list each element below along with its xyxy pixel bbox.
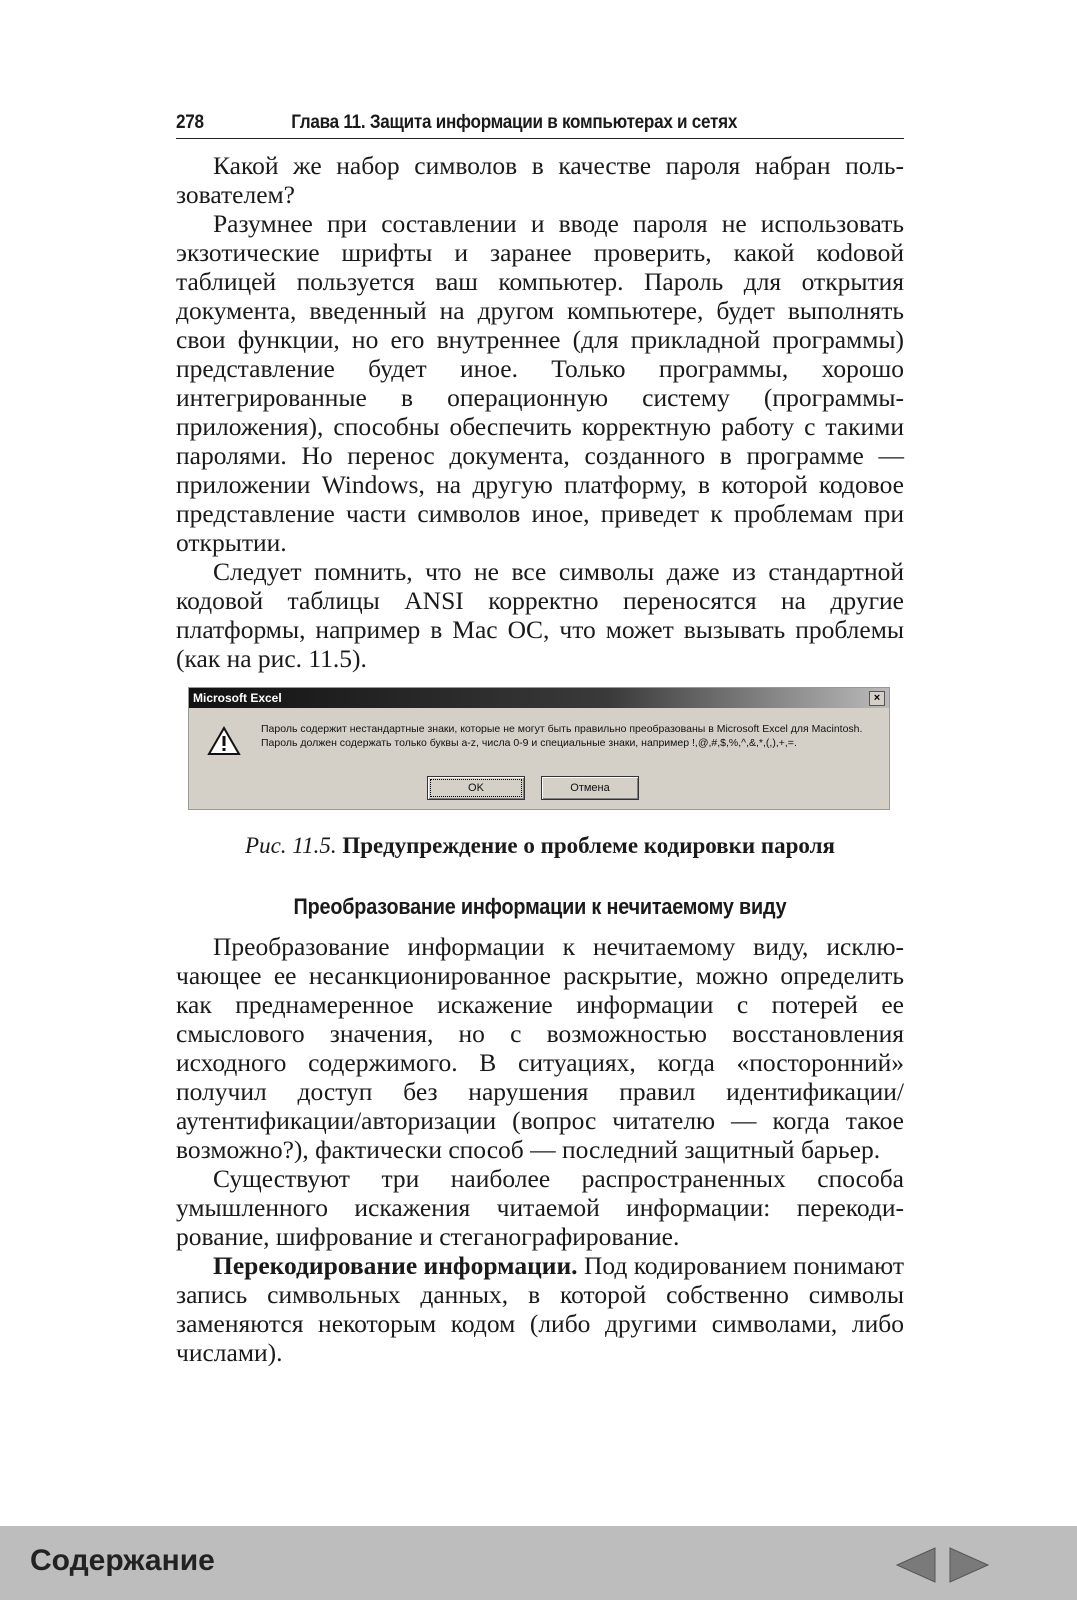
figure-caption — [176, 832, 904, 860]
paragraph-text: Под кодированием понимают запись символьных данных, в которой собственно символы заменяются некоторым кодом (либо другими символами, либо числами). — [176, 1251, 905, 1367]
triangle-right-icon[interactable] — [948, 1546, 990, 1584]
triangle-left-icon[interactable] — [895, 1546, 937, 1584]
navigation-bar — [0, 1526, 1077, 1600]
header-rule — [176, 138, 904, 139]
dialog-title: Microsoft Excel — [193, 691, 282, 705]
page-number: 278 — [176, 112, 204, 133]
close-button[interactable]: × — [869, 691, 885, 706]
contents-link[interactable]: Содержание — [30, 1544, 215, 1577]
paragraph: Какой же набор символов в качестве пароля набран пользователем? — [176, 151, 904, 209]
paragraph: Преобразование информации к нечитаемому виду, исключающее ее несанкционированное раскрытие, можно определить как преднамеренное искажение информации с потерей ее смыслового значения, но с возможностью восстановления исходного содержимого. В ситуациях, когда «посторонний» получил доступ без нарушения правил идентификации/аутентификации/авторизации (вопрос читателю — когда такое возможно?), фактически способ — последний защитный барьер. — [176, 932, 904, 1164]
ok-button[interactable]: OK — [427, 776, 525, 800]
book-page — [176, 112, 904, 1367]
section-title: Преобразование информации к нечитаемому виду — [293, 894, 787, 919]
paragraph: Следует помнить, что не все символы даже из стандартной кодовой таблицы ANSI корректно переносятся на другие платформы, например в Mac OC, что может вызывать проблемы (как на рис. 11.5). — [176, 557, 904, 673]
paragraph — [176, 1251, 904, 1367]
dialog-message: Пароль содержит нестандартные знаки, которые не могут быть правильно преобразованы в Microsoft Excel для Macintosh. Пароль должен содержать только буквы a-z, числа 0-9 и специальные знаки, например !,@,#,$,%,^,&,*,(,),+,=. — [261, 723, 863, 749]
paragraph-lead: Перекодирование информации. — [213, 1251, 578, 1280]
chapter-title: Глава 11. Защита информации в компьютерах и сетях — [291, 112, 738, 133]
excel-warning-dialog-figure — [188, 687, 890, 810]
paragraph: Разумнее при составлении и вводе пароля не использовать экзотические шрифты и заранее проверить, какой коdовой таблицей пользуется ваш компьютер. Пароль для открытия документа, введенный на другом компьютере, будет выполнять свои функции, но его внутреннее (для прикладной программы) представление будет иное. Только программы, хорошо интегрированные в операционную систему (программы-приложения), способны обеспечить корректную работу с такими паролями. Но перенос документа, созданного в программе — приложении Windows, на другую платформу, в которой кодовое представление части символов иное, приведет к проблемам при открытии. — [176, 209, 904, 557]
warning-icon — [207, 726, 241, 756]
running-head — [176, 112, 903, 136]
dialog-titlebar — [189, 688, 889, 708]
caption-text: Предупреждение о проблеме кодировки пароля — [342, 833, 835, 858]
caption-label: Рис. 11.5. — [245, 833, 337, 858]
paragraph: Существуют три наиболее распространенных способа умышленного искажения читаемой информации: перекодирование, шифрование и стеганографирование. — [176, 1164, 904, 1251]
cancel-button[interactable]: Отмена — [541, 776, 639, 800]
